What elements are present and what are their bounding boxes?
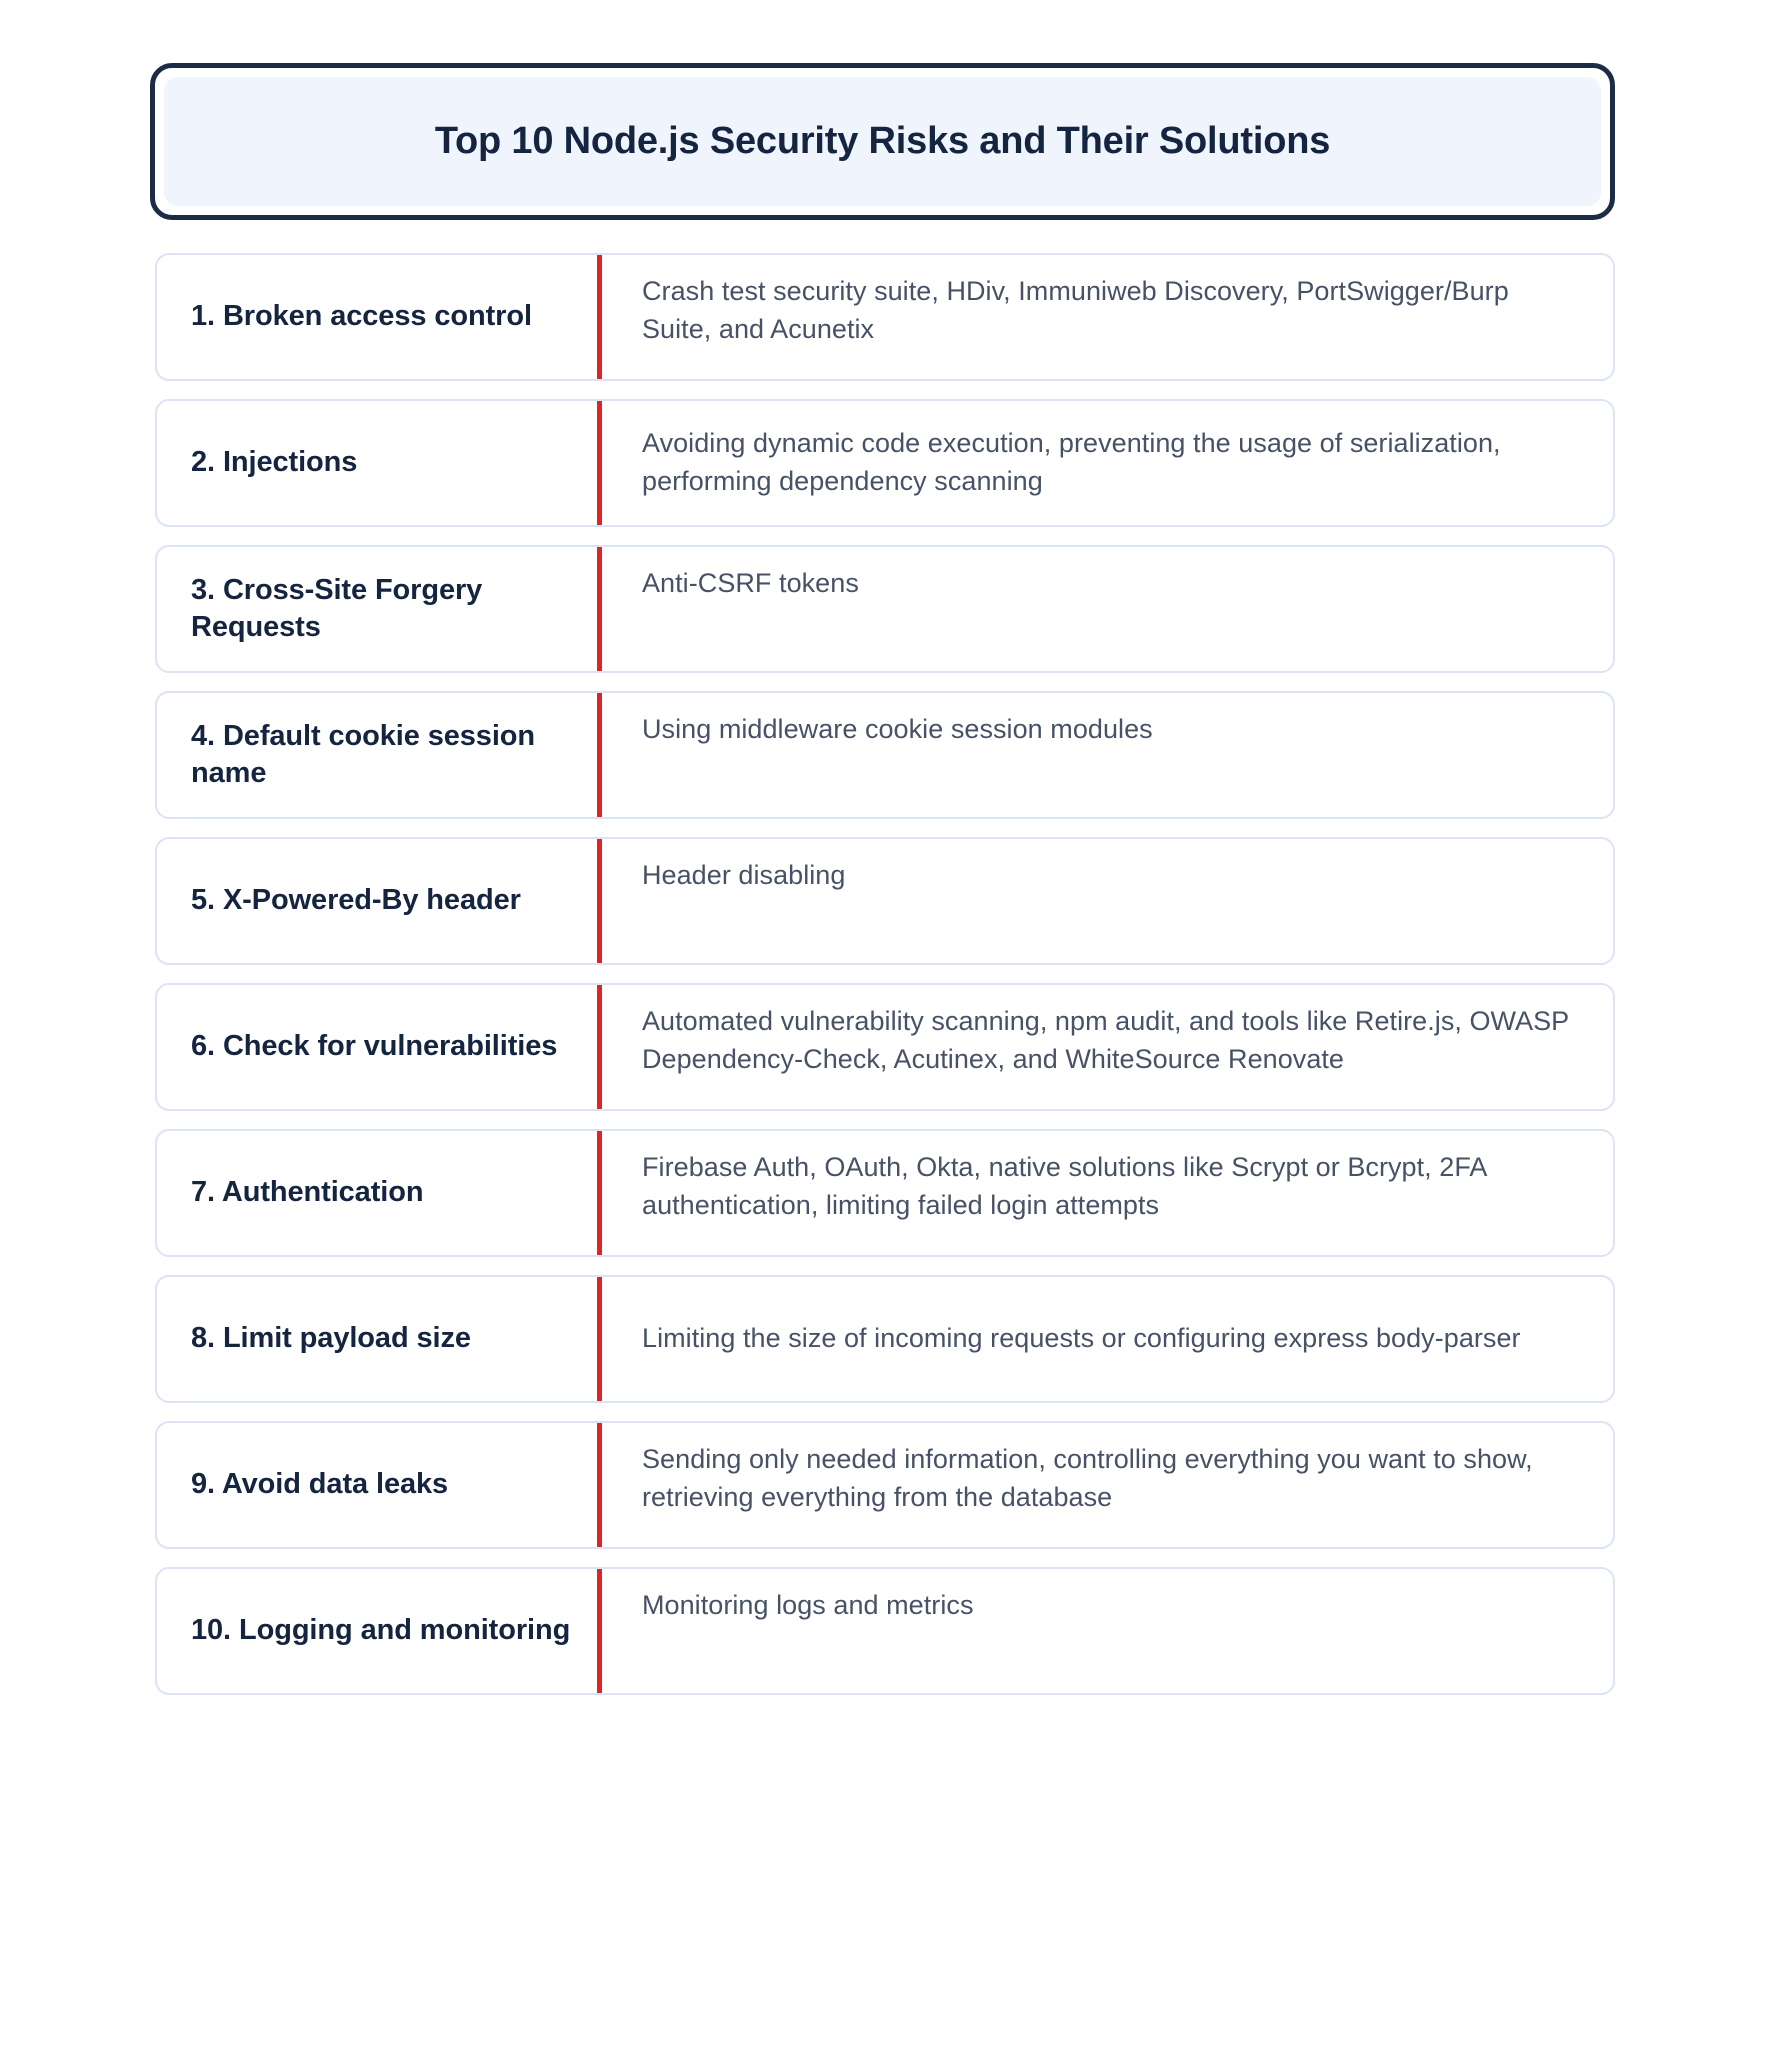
risk-solution: Limiting the size of incoming requests or configuring express body-parser [642,1323,1521,1354]
table-row [155,1275,1615,1403]
risk-solution: Firebase Auth, OAuth, Okta, native solutions like Scrypt or Bcrypt, 2FA authentication, limiting failed login attempts [642,1152,1486,1220]
risk-solution: Automated vulnerability scanning, npm audit, and tools like Retire.js, OWASP Dependency-Check, Acutinex, and WhiteSource Renovate [642,1006,1569,1074]
risk-solution: Anti-CSRF tokens [642,568,859,598]
risk-label: 5. X-Powered-By header [191,884,521,917]
table-row [155,545,1615,673]
risk-solution-cell [602,1277,1613,1401]
risk-solution-cell [602,985,1613,1109]
table-row [155,983,1615,1111]
risk-label-cell [157,547,597,671]
table-row [155,399,1615,527]
header-frame [150,63,1615,220]
risk-label-cell [157,401,597,525]
risk-solution-cell [602,1423,1613,1547]
risk-solution-cell [602,693,1613,817]
table-row [155,691,1615,819]
header-panel [164,77,1601,206]
risk-solution: Header disabling [642,860,846,890]
risk-label: 10. Logging and monitoring [191,1614,571,1647]
risk-solution-cell [602,401,1613,525]
risk-solution: Crash test security suite, HDiv, Immuniweb Discovery, PortSwigger/Burp Suite, and Acunetix [642,276,1509,344]
risk-label: 4. Default cookie session name [191,719,536,789]
risk-label: 2. Injections [191,446,358,479]
risk-label-cell [157,1423,597,1547]
risk-label-cell [157,1131,597,1255]
risk-rows-list [155,253,1615,1695]
risk-solution-cell [602,255,1613,379]
risk-label-cell [157,1569,597,1693]
table-row [155,253,1615,381]
risk-solution: Sending only needed information, controlling everything you want to show, retrieving everything from the database [642,1444,1533,1512]
risk-solution: Avoiding dynamic code execution, preventing the usage of serialization, performing dependency scanning [642,428,1501,496]
risk-solution: Monitoring logs and metrics [642,1590,974,1620]
table-row [155,1129,1615,1257]
risk-label-cell [157,839,597,963]
risk-solution-cell [602,1569,1613,1693]
risk-label-cell [157,255,597,379]
page-title: Top 10 Node.js Security Risks and Their Solutions [434,119,1331,162]
risk-solution-cell [602,1131,1613,1255]
risk-label-cell [157,693,597,817]
risk-label: 6. Check for vulnerabilities [191,1030,558,1063]
risk-label-cell [157,1277,597,1401]
risk-label: 3. Cross-Site Forgery Requests [191,573,483,643]
risk-label: 7. Authentication [191,1176,424,1209]
risk-solution-cell [602,547,1613,671]
table-row [155,837,1615,965]
risk-solution: Using middleware cookie session modules [642,714,1153,744]
risk-label-cell [157,985,597,1109]
risk-label: 1. Broken access control [191,300,532,333]
table-row [155,1421,1615,1549]
risk-label: 9. Avoid data leaks [191,1468,449,1501]
table-row [155,1567,1615,1695]
risk-solution-cell [602,839,1613,963]
risk-label: 8. Limit payload size [191,1322,471,1355]
